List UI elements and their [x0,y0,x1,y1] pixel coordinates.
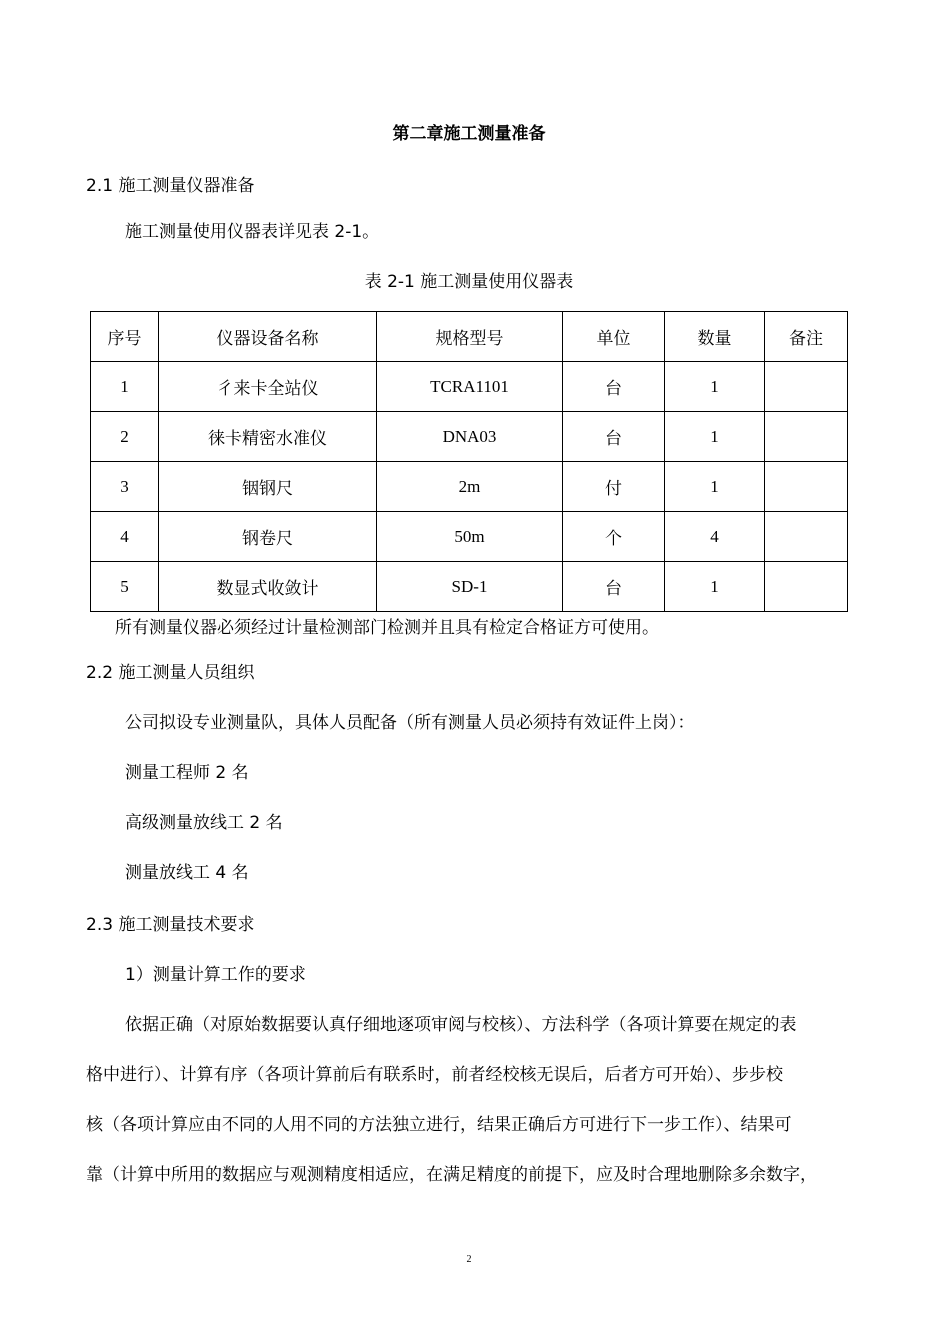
paragraph-line: 依据正确（对原始数据要认真仔细地逐项审阅与校核）、方法科学（各项计算要在规定的表 [125,1015,797,1035]
paragraph-line: 核（各项计算应由不同的人用不同的方法独立进行，结果正确后方可进行下一步工作）、结果可 [86,1115,792,1135]
cell-name: 数显式收敛计 [159,562,377,612]
section-2-1-heading: 2.1 施工测量仪器准备 [86,176,255,196]
cell-remarks [765,462,848,512]
section-2-2-heading: 2.2 施工测量人员组织 [86,663,255,683]
header-model: 规格型号 [377,312,563,362]
cell-quantity: 1 [665,412,765,462]
cell-unit: 台 [563,562,665,612]
cell-remarks [765,362,848,412]
cell-index: 2 [91,412,159,462]
cell-model: DNA03 [377,412,563,462]
instrument-table [90,311,848,612]
section-2-1-intro: 施工测量使用仪器表详见表 2-1。 [125,222,380,242]
cell-model: 2m [377,462,563,512]
cell-index: 3 [91,462,159,512]
cell-quantity: 1 [665,362,765,412]
table-header-row [91,312,848,362]
section-2-3-heading: 2.3 施工测量技术要求 [86,915,255,935]
cell-remarks [765,562,848,612]
paragraph-line: 格中进行）、计算有序（各项计算前后有联系时，前者经校核无误后，后者方可开始）、步步校 [86,1065,783,1085]
cell-model: TCRA1101 [377,362,563,412]
header-remarks: 备注 [765,312,848,362]
table-row [91,562,848,612]
cell-name: 铟钢尺 [159,462,377,512]
cell-unit: 台 [563,412,665,462]
staff-item: 高级测量放线工 2 名 [125,813,283,833]
cell-model: 50m [377,512,563,562]
cell-index: 5 [91,562,159,612]
cell-index: 1 [91,362,159,412]
cell-unit: 个 [563,512,665,562]
staff-item: 测量工程师 2 名 [125,763,249,783]
cell-name: 彳来卡全站仪 [159,362,377,412]
staff-item: 测量放线工 4 名 [125,863,249,883]
cell-model: SD-1 [377,562,563,612]
cell-remarks [765,512,848,562]
section-2-2-intro: 公司拟设专业测量队，具体人员配备（所有测量人员必须持有效证件上岗）： [125,713,695,733]
cell-unit: 付 [563,462,665,512]
cell-quantity: 1 [665,562,765,612]
header-quantity: 数量 [665,312,765,362]
table-row [91,412,848,462]
table-caption: 表 2-1 施工测量使用仪器表 [364,272,574,292]
header-index: 序号 [91,312,159,362]
table-row [91,362,848,412]
header-name: 仪器设备名称 [159,312,377,362]
cell-quantity: 4 [665,512,765,562]
header-unit: 单位 [563,312,665,362]
table-row [91,462,848,512]
chapter-title: 第二章施工测量准备 [392,124,546,144]
cell-remarks [765,412,848,462]
section-2-3-subheading: 1）测量计算工作的要求 [125,965,306,985]
cell-unit: 台 [563,362,665,412]
table-row [91,512,848,562]
page-number: 2 [466,1254,472,1265]
cell-name: 钢卷尺 [159,512,377,562]
cell-name: 徕卡精密水准仪 [159,412,377,462]
cell-quantity: 1 [665,462,765,512]
cell-index: 4 [91,512,159,562]
paragraph-line: 靠（计算中所用的数据应与观测精度相适应，在满足精度的前提下，应及时合理地删除多余数字， [86,1165,817,1185]
instrument-note: 所有测量仪器必须经过计量检测部门检测并且具有检定合格证方可使用。 [115,618,659,638]
